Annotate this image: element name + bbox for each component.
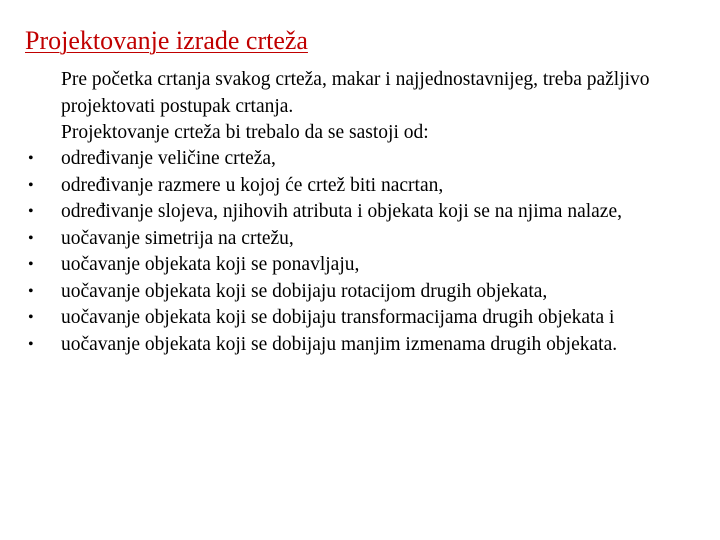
- bullet-icon: •: [28, 229, 34, 247]
- intro-paragraph-2: Projektovanje crteža bi trebalo da se sastoji od:: [61, 122, 429, 143]
- intro-paragraph-1: Pre početka crtanja svakog crteža, makar i najjednostavnijeg, treba pažljivo projektovati postupak crtanja.: [61, 69, 650, 117]
- bullet-text: određivanje slojeva, njihovih atributa i objekata koji se na njima nalaze,: [61, 201, 622, 222]
- intro-text: [61, 67, 701, 147]
- bullet-item: [0, 146, 686, 173]
- bullet-text: određivanje veličine crteža,: [61, 148, 276, 169]
- bullet-icon: •: [28, 150, 34, 167]
- bullet-icon: •: [28, 256, 34, 273]
- bullet-item: [0, 199, 686, 226]
- bullet-icon: •: [28, 203, 34, 220]
- bullet-item: [0, 279, 686, 306]
- bullet-item: [0, 305, 686, 332]
- bullet-item: [0, 332, 686, 359]
- bullet-item: [0, 226, 686, 253]
- bullet-text: uočavanje objekata koji se dobijaju transformacijama drugih objekata i: [61, 307, 615, 328]
- bullet-item: [0, 173, 686, 200]
- bullet-list: [0, 146, 720, 358]
- bullet-icon: •: [28, 176, 34, 194]
- bullet-text: uočavanje objekata koji se ponavljaju,: [61, 254, 360, 275]
- bullet-icon: •: [28, 282, 34, 300]
- bullet-item: [0, 252, 686, 279]
- bullet-text: određivanje razmere u kojoj će crtež biti nacrtan,: [61, 174, 444, 196]
- bullet-text: uočavanje objekata koji se dobijaju manjim izmenama drugih objekata.: [61, 333, 618, 355]
- slide-title: Projektovanje izrade crteža: [25, 26, 308, 55]
- bullet-icon: •: [28, 309, 34, 326]
- bullet-text: uočavanje simetrija na crtežu,: [61, 227, 294, 249]
- bullet-text: uočavanje objekata koji se dobijaju rotacijom drugih objekata,: [61, 280, 548, 302]
- bullet-icon: •: [28, 335, 34, 353]
